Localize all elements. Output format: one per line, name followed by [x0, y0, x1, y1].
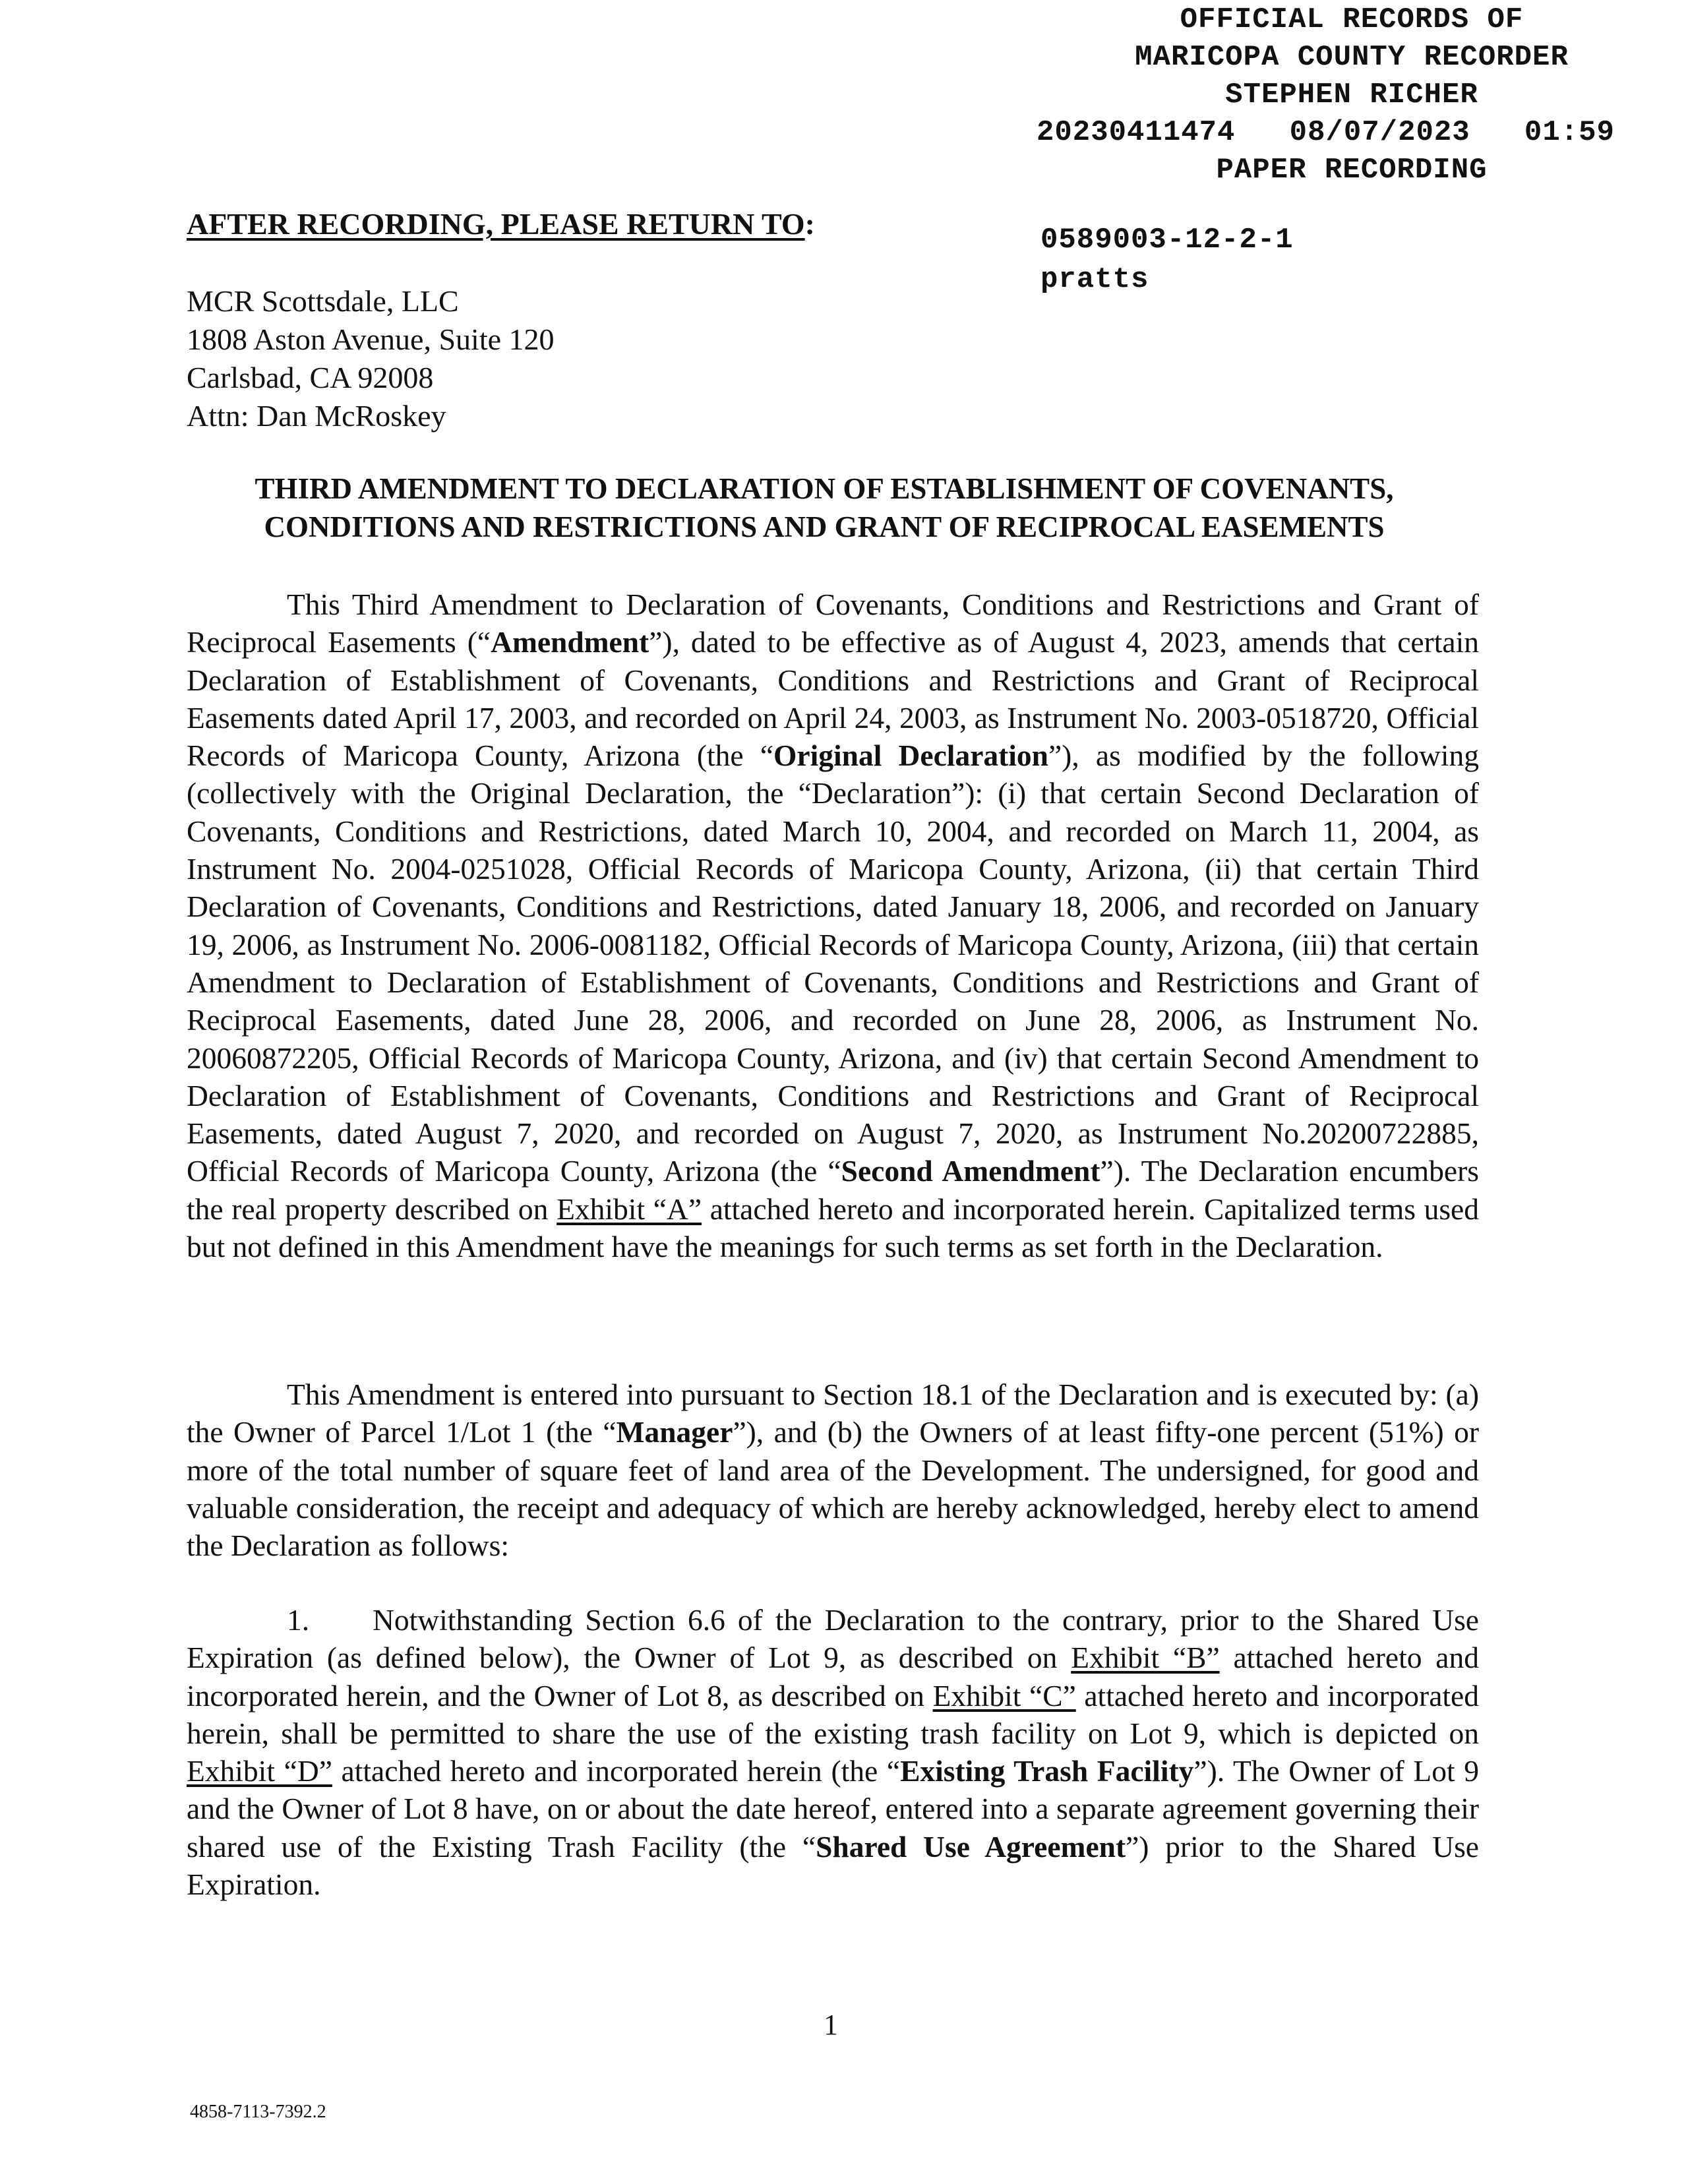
p3-text-2: attached hereto and incorporated herein, and the Owner of Lot 8, as described on [187, 1641, 1479, 1713]
p3-exhibit-c-reference: Exhibit “C” [932, 1678, 1076, 1713]
address-city: Carlsbad, CA 92008 [187, 361, 434, 394]
tracking-block [1040, 220, 1294, 299]
p3-text-6: ”) prior to the Shared Use Expiration. [187, 1829, 1479, 1902]
p1-term-amendment: Amendment [491, 625, 649, 659]
section-number: 1. [287, 1603, 310, 1637]
p2-text-2: ”), and (b) the Owners of at least fifty-one percent (51%) or more of the total number of square feet of land area of the Development. The undersigned, for good and valuable consideration, the receipt and adequacy of which are hereby acknowledged, hereby elect to amend the Declaration as follows: [187, 1415, 1479, 1563]
p3-term-shared-use-agreement: Shared Use Agreement [816, 1829, 1126, 1864]
p3-text-4: attached hereto and incorporated herein (the “ [332, 1754, 901, 1788]
tracking-clerk: pratts [1040, 263, 1149, 296]
paragraph-authority [187, 1376, 1479, 1564]
p1-term-second-amendment: Second Amendment [841, 1154, 1100, 1188]
paragraph-recitals [187, 586, 1479, 1265]
p3-term-existing-trash-facility: Existing Trash Facility [900, 1754, 1194, 1788]
p1-text-2: ”), dated to be effective as of August 4, 2023, amends that certain Declaration of Establishment of Covenants, Conditions and Restrictions and Grant of Reciprocal Easements dated April 17, 2003, and recorded on April 24, 2003, as Instrument No. 2003-0518720, Official Records of Maricopa County, Arizona (the “ [187, 625, 1479, 773]
stamp-line-3: STEPHEN RICHER [1225, 78, 1478, 111]
recording-stamp [1029, 1, 1675, 189]
return-to-heading-colon: : [804, 207, 815, 241]
p3-text-1: Notwithstanding Section 6.6 of the Declaration to the contrary, prior to the Shared Use Expiration (as defined below), the Owner of Lot 9, as described on [187, 1603, 1479, 1675]
p2-term-manager: Manager [616, 1415, 733, 1449]
p1-term-original-declaration: Original Declaration [773, 739, 1048, 773]
p3-exhibit-d-reference: Exhibit “D” [187, 1754, 332, 1788]
address-street: 1808 Aston Avenue, Suite 120 [187, 322, 555, 356]
paragraph-section-1 [187, 1601, 1479, 1903]
p3-exhibit-b-reference: Exhibit “B” [1071, 1641, 1220, 1675]
address-attn: Attn: Dan McRoskey [187, 399, 446, 433]
address-name: MCR Scottsdale, LLC [187, 284, 459, 318]
title-line-2: CONDITIONS AND RESTRICTIONS AND GRANT OF RECIPROCAL EASEMENTS [264, 510, 1385, 543]
return-to-heading-text: AFTER RECORDING, PLEASE RETURN TO [187, 207, 805, 241]
document-title [178, 470, 1470, 546]
p1-text-5: attached hereto and incorporated herein. Capitalized terms used but not defined in this Amendment have the meanings for such terms as set forth in the Declaration. [187, 1192, 1480, 1264]
p1-text-4: ”). The Declaration encumbers the real property described on [187, 1154, 1479, 1226]
p1-text-3: ”), as modified by the following (collectively with the Original Declaration, the “Declaration”): (i) that certain Second Declaration of Covenants, Conditions and Restrictions, dated March 10, 2004, and recorded on March 11, 2004, as Instrument No. 2004-0251028, Official Records of Maricopa County, Arizona, (ii) that certain Third Declaration of Covenants, Conditions and Restrictions, dated January 18, 2006, and recorded on January 19, 2006, as Instrument No. 2006-0081182, Official Records of Maricopa County, Arizona, (iii) that certain Amendment to Declaration of Establishment of Covenants, Conditions and Restrictions and Grant of Reciprocal Easements, dated June 28, 2006, and recorded on June 28, 2006, as Instrument No. 20060872205, Official Records of Maricopa County, Arizona, and (iv) that certain Second Amendment to Declaration of Establishment of Covenants, Conditions and Restrictions and Grant of Reciprocal Easements, dated August 7, 2020, and recorded on August 7, 2020, as Instrument No.20200722885, Official Records of Maricopa County, Arizona (the “ [187, 739, 1479, 1188]
p1-exhibit-a-reference: Exhibit “A” [557, 1192, 702, 1226]
tracking-code: 0589003-12-2-1 [1040, 224, 1294, 257]
stamp-line-2: MARICOPA COUNTY RECORDER [1135, 41, 1569, 74]
return-address [187, 282, 555, 435]
stamp-record-number-line: 20230411474 08/07/2023 01:59 [1037, 116, 1615, 149]
stamp-line-5: PAPER RECORDING [1216, 154, 1488, 187]
stamp-line-1: OFFICIAL RECORDS OF [1180, 3, 1524, 36]
page-number: 1 [824, 2009, 838, 2041]
document-id: 4858-7113-7392.2 [190, 2102, 326, 2122]
p2-text-1: This Amendment is entered into pursuant to Section 18.1 of the Declaration and is executed by: (a) the Owner of Parcel 1/Lot 1 (the “ [187, 1378, 1479, 1449]
p3-text-5: ”). The Owner of Lot 9 and the Owner of Lot 8 have, on or about the date hereof, entered into a separate agreement governing their shared use of the Existing Trash Facility (the “ [187, 1754, 1480, 1864]
p3-text-3: attached hereto and incorporated herein, shall be permitted to share the use of the existing trash facility on Lot 9, which is depicted on [187, 1678, 1479, 1750]
p1-text-1: This Third Amendment to Declaration of Covenants, Conditions and Restrictions and Grant of Reciprocal Easements (“ [187, 588, 1479, 659]
return-to-heading [187, 206, 815, 243]
title-line-1: THIRD AMENDMENT TO DECLARATION OF ESTABLISHMENT OF COVENANTS, [255, 472, 1394, 505]
